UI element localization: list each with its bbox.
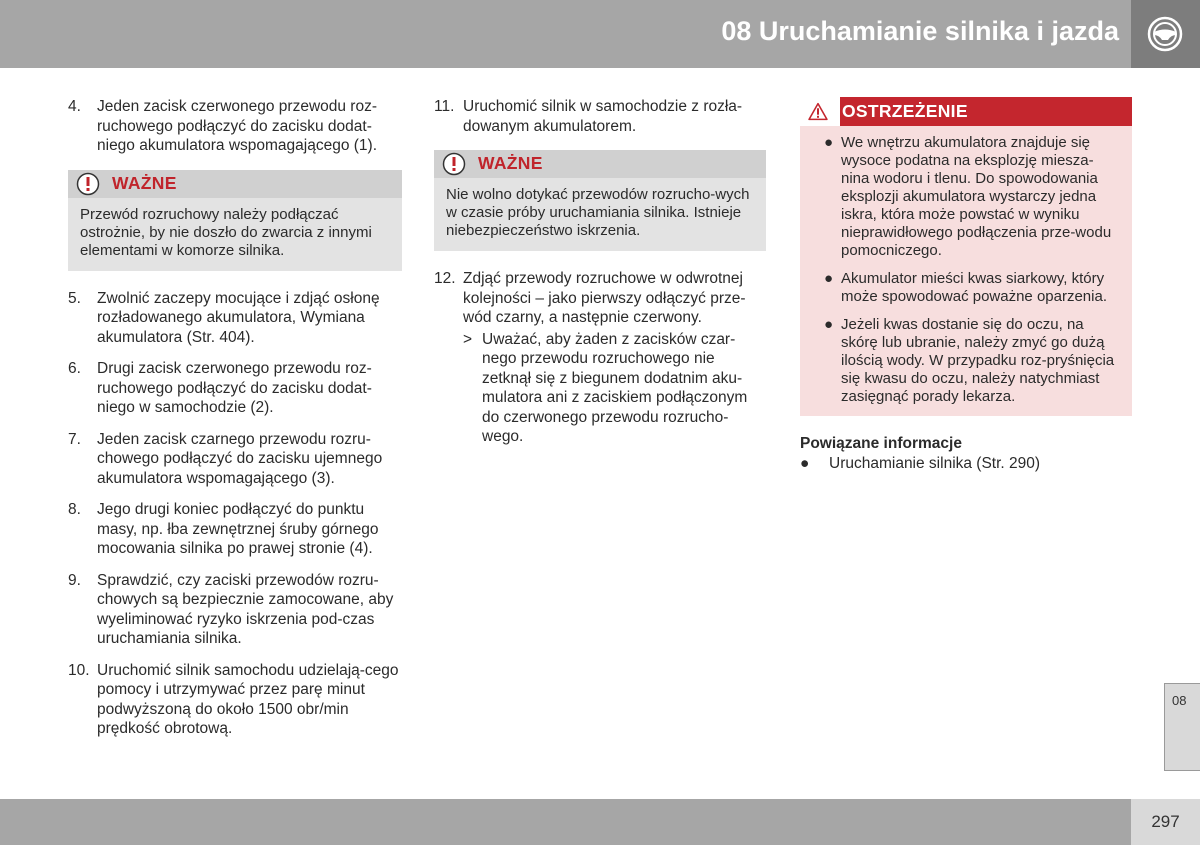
warning-bullet <box>812 134 1120 260</box>
related-link[interactable] <box>800 454 1132 474</box>
warning-title: OSTRZEŻENIE <box>842 100 968 121</box>
related-link-text[interactable]: Uruchamianie silnika (Str. 290) <box>829 454 1041 472</box>
warning-box <box>800 97 1132 416</box>
important-text: Przewód rozruchowy należy podłączać ostrożnie, by nie doszło do zwarcia z innymi elementami w komorze silnika. <box>80 205 372 259</box>
column-1 <box>68 97 402 751</box>
list-item <box>68 571 402 649</box>
list-item <box>68 289 402 348</box>
item-text: Jeden zacisk czerwonego przewodu roz-ruchowego podłączyć do zacisku dodat-niego akumulatora wspomagającego (1). <box>97 98 378 154</box>
warning-body <box>800 126 1132 416</box>
chapter-title: 08 Uruchamianie silnika i jazda <box>721 16 1119 46</box>
related-info-heading: Powiązane informacje <box>800 435 962 452</box>
column-2 <box>434 97 766 459</box>
exclamation-circle-icon <box>442 152 466 176</box>
bullet-dot: ● <box>824 270 834 287</box>
item-text: Jego drugi koniec podłączyć do punktu masy, np. łba zewnętrznej śruby górnego mocowania silnika po prawej stronie (4). <box>97 501 379 557</box>
item-text: Zdjąć przewody rozruchowe w odwrotnej kolejności – jako pierwszy odłączyć prze-wód czarny, a następnie czerwony. <box>463 270 746 326</box>
bullet-dot: ● <box>824 316 834 333</box>
important-text: Nie wolno dotykać przewodów rozrucho-wych w czasie próby uruchamiania silnika. Istnieje niebezpieczeństwo iskrzenia. <box>446 186 750 239</box>
list-item <box>68 430 402 489</box>
item-number: 12. <box>434 270 456 287</box>
item-text: Uruchomić silnik samochodu udzielają-cego pomocy i utrzymywać przez parę minut podwyższoną do około 1500 obr/min prędkość obrotową. <box>97 661 399 737</box>
item-number: 4. <box>68 98 81 115</box>
item-number: 9. <box>68 571 81 589</box>
page-number: 297 <box>1131 799 1200 845</box>
bullet-dot: ● <box>824 134 834 151</box>
bullet-text: Akumulator mieści kwas siarkowy, który może spowodować poważne oparzenia. <box>841 270 1107 305</box>
sub-marker: > <box>463 330 473 348</box>
list-item <box>68 359 402 418</box>
steering-wheel-icon <box>1147 16 1183 52</box>
warning-icon-box <box>800 97 840 126</box>
header-icon-box <box>1131 0 1200 68</box>
warning-triangle-icon <box>808 99 828 124</box>
list-item <box>434 97 766 136</box>
item-number: 7. <box>68 430 81 448</box>
important-box <box>434 150 766 251</box>
list-item <box>68 97 402 156</box>
item-number: 10. <box>68 661 90 679</box>
item-text: Jeden zacisk czarnego przewodu rozru-chowego podłączyć do zacisku ujemnego akumulatora wspomagającego (3). <box>97 430 383 487</box>
list-item <box>68 500 402 559</box>
important-header <box>434 150 766 178</box>
item-text: Uruchomić silnik w samochodzie z rozła-dowanym akumulatorem. <box>463 98 743 135</box>
warning-bullet <box>812 270 1120 306</box>
item-number: 6. <box>68 360 81 377</box>
list-item <box>434 269 766 447</box>
chapter-tab: 08 <box>1164 683 1200 771</box>
item-text: Sprawdzić, czy zaciski przewodów rozru-chowych są bezpiecznie zamocowane, aby wyeliminować ryzyko iskrzenia pod-czas uruchamiania silnika. <box>97 571 394 647</box>
important-title: WAŻNE <box>112 172 177 193</box>
exclamation-circle-icon <box>76 172 100 196</box>
item-number: 11. <box>434 98 455 115</box>
bullet-text: Jeżeli kwas dostanie się do oczu, na skórę lub ubranie, należy zmyć go dużą ilością wody. W przypadku roz-pryśnięcia się kwasu do oczu, należy natychmiast zasięgnąć porady lekarza. <box>841 316 1115 405</box>
important-header <box>68 170 402 198</box>
sub-item <box>463 330 766 447</box>
item-number: 8. <box>68 501 81 518</box>
item-text: Drugi zacisk czerwonego przewodu roz-ruchowego podłączyć do zacisku dodat-niego w samochodzie (2). <box>97 360 372 416</box>
item-text: Zwolnić zaczepy mocujące i zdjąć osłonę rozładowanego akumulatora, Wymiana akumulatora (Str. 404). <box>97 289 380 346</box>
item-number: 5. <box>68 289 81 307</box>
bullet-dot: ● <box>800 454 810 472</box>
sub-text: Uważać, aby żaden z zacisków czar-nego przewodu rozruchowego nie zetknął się z biegunem dodatnim aku-mulatora ani z zaciskiem podłączonym do czerwonego przewodu rozrucho-wego. <box>482 330 748 445</box>
important-box <box>68 170 402 271</box>
header-bar <box>0 0 1131 68</box>
important-title: WAŻNE <box>478 153 543 174</box>
column-3 <box>800 97 1132 473</box>
footer-bar <box>0 799 1200 845</box>
warning-bullet <box>812 316 1120 406</box>
list-item <box>68 661 402 739</box>
bullet-text: We wnętrzu akumulatora znajduje się wysoce podatna na eksplozję miesza-nina wodoru i tlenu. Do spowodowania eksplozji akumulatora wystarczy jedna iskra, która może powstać w wyniku nieprawidłowego podłączenia prze-wodu pomocniczego. <box>841 134 1112 259</box>
warning-header <box>800 97 1132 126</box>
